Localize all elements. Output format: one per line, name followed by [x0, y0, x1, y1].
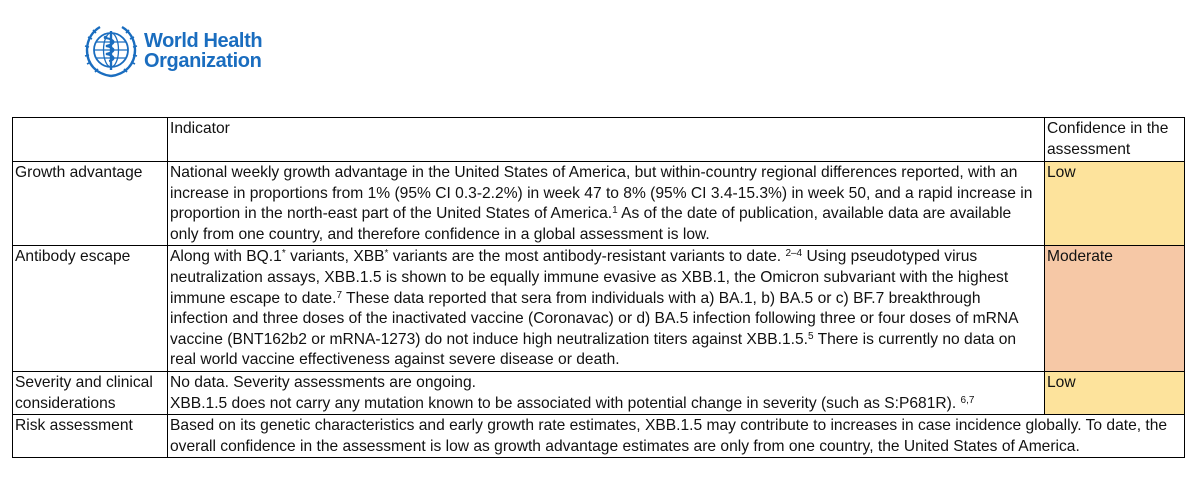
reference-mark: 7	[336, 289, 342, 301]
text-segment: As of the date of publication, available data are available only from one country, and therefore confidence in a global assessment is low.	[170, 205, 1012, 243]
reference-mark: 1	[612, 205, 618, 217]
row-indicator-text	[168, 162, 1045, 246]
text-segment: National weekly growth advantage in the United States of America, but within-country regional differences reported, with an increase in proportions from 1% (95% CI 0.3-2.2%) in week 47 to 8% (95% CI 3.4-15.3%) in week 50, and a rapid increase in proportion in the north-east part of the United States of America.	[170, 164, 1033, 223]
reference-mark: 6,7	[960, 394, 975, 406]
confidence-cell: Moderate	[1045, 246, 1185, 372]
text-segment: XBB.1.5 does not carry any mutation known to be associated with potential change in severity (such as S:P681R).	[170, 394, 957, 412]
who-logo-text	[144, 31, 262, 71]
row-indicator-text	[168, 246, 1045, 372]
row-indicator-text: Based on its genetic characteristics and early growth rate estimates, XBB.1.5 may contribute to increases in case incidence globally. To date, the overall confidence in the assessment is low as growth advantage estimates are only from one country, the United States of America.	[168, 415, 1185, 458]
text-segment: variants are the most antibody-resistant variants to date.	[388, 248, 786, 266]
logo-line-2: Organization	[144, 50, 262, 72]
reference-mark: 5	[807, 330, 814, 342]
text-segment: Along with BQ.1	[170, 248, 282, 266]
row-label: Antibody escape	[13, 246, 168, 372]
confidence-cell: Low	[1045, 371, 1185, 414]
logo-line-1: World Health	[144, 30, 263, 52]
header-blank-cell	[13, 118, 168, 162]
row-label: Severity and clinical considerations	[13, 371, 168, 414]
table-row-growth-advantage	[13, 162, 1185, 246]
text-segment: variants, XBB	[285, 248, 385, 266]
reference-mark: 2–4	[785, 248, 803, 260]
who-logo	[82, 22, 262, 80]
text-segment: There is currently no data on real world vaccine effectiveness against severe disease or death.	[170, 330, 1017, 369]
text-segment: These data reported that sera from individuals with a) BA.1, b) BA.5 or c) BF.7 breakthrough infection and three doses of the inactivated vaccine (Coronavac) or d) BA.5 infection following three or four doses of mRNA vaccine (BNT162b2 or mRNA-1273) do not induce high neutralization titers against XBB.1.5.	[170, 289, 1018, 348]
confidence-cell: Low	[1045, 162, 1185, 246]
header-indicator: Indicator	[168, 118, 1045, 162]
row-indicator-text	[168, 371, 1045, 414]
text-segment: Using pseudotyped virus neutralization assays, XBB.1.5 is shown to be equally immune evasive as XBB.1, the Omicron subvariant with the highest immune escape to date.	[170, 248, 1009, 307]
who-emblem-icon	[82, 22, 140, 80]
row-label: Risk assessment	[13, 415, 168, 458]
risk-assessment-table	[12, 117, 1185, 458]
table-row-antibody-escape	[13, 246, 1185, 372]
row-label: Growth advantage	[13, 162, 168, 246]
text-line	[170, 394, 1042, 415]
reference-mark: *	[384, 248, 389, 260]
reference-mark: *	[281, 248, 286, 260]
table-row-severity	[13, 371, 1185, 414]
table-row-risk-assessment	[13, 415, 1185, 458]
text-line: No data. Severity assessments are ongoing.	[170, 373, 476, 391]
table-header-row	[13, 118, 1185, 162]
header-confidence: Confidence in the assessment	[1045, 118, 1185, 162]
